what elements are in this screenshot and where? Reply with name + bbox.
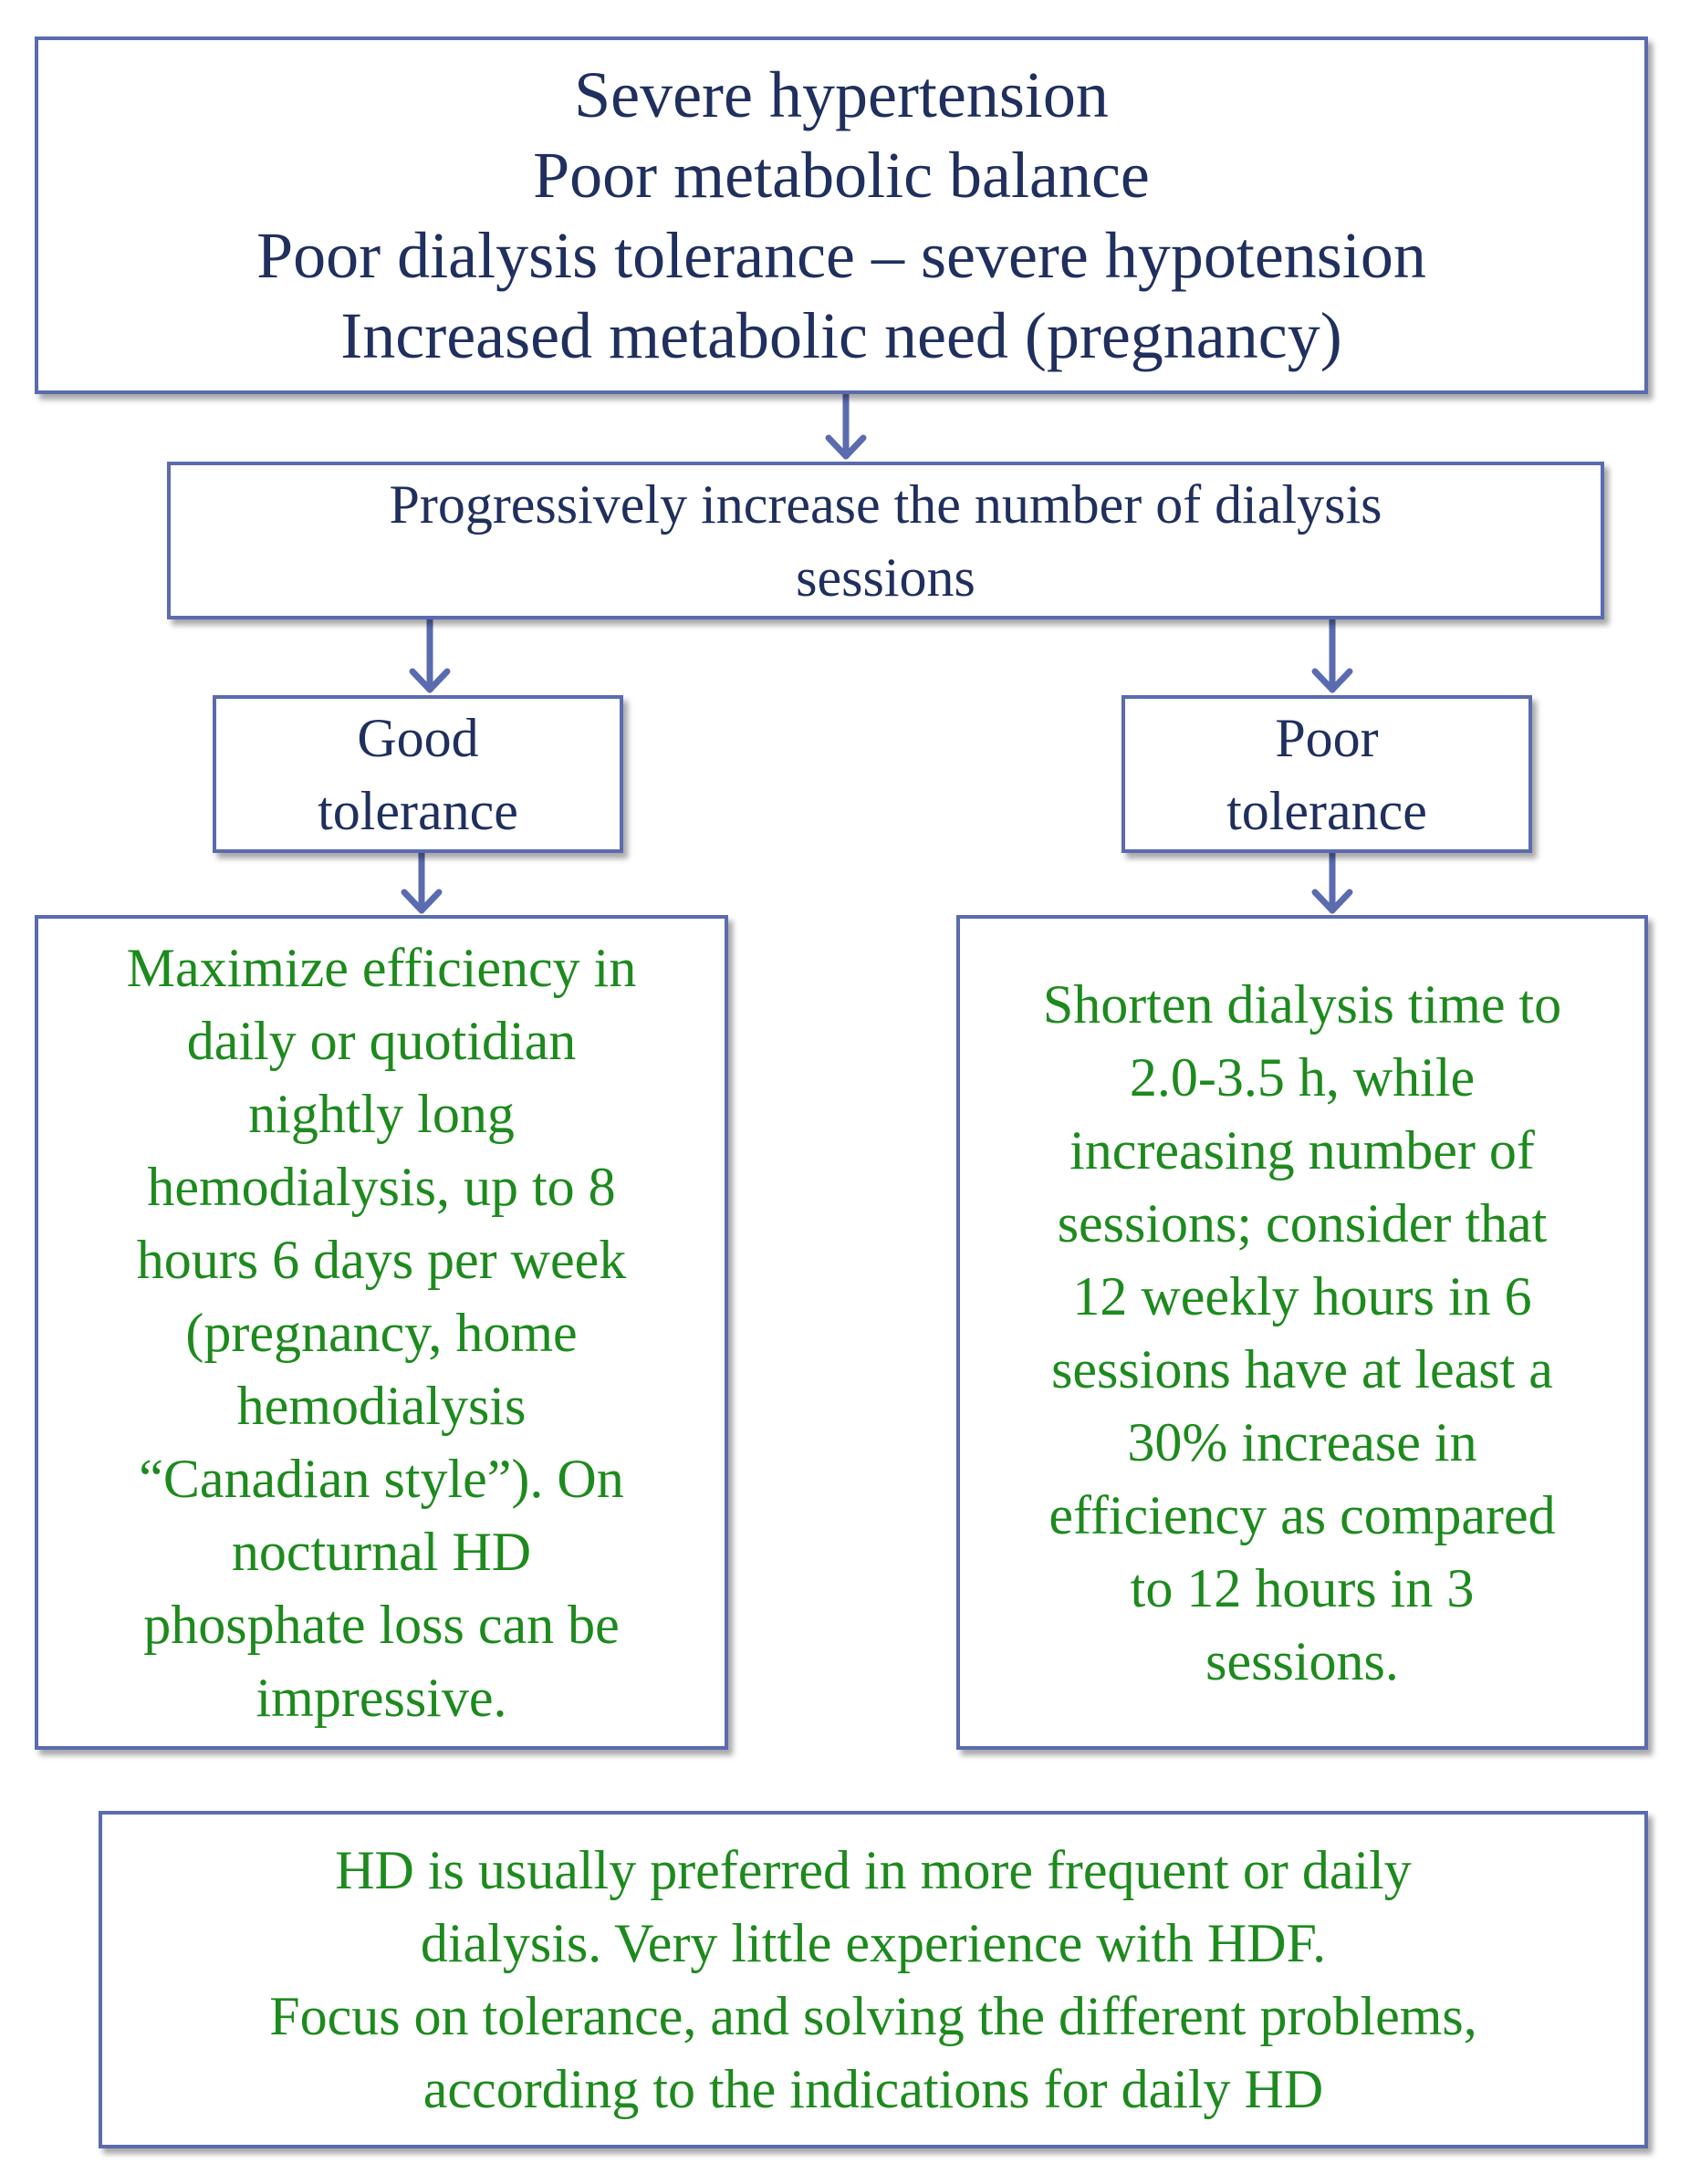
good-action-line: (pregnancy, home [185,1302,578,1363]
condition-line: Severe hypertension [574,58,1109,131]
arrow-step-to-poor [1315,619,1350,690]
good-action-line: hemodialysis [236,1375,527,1436]
poor-action-line: sessions. [1205,1630,1399,1691]
poor-tolerance-line: Poor [1275,707,1379,768]
good-tolerance-box [213,695,623,853]
poor-tolerance-action-box [956,915,1648,1750]
good-tolerance-action-box [35,915,728,1750]
good-action-line: “Canadian style”). On [139,1448,624,1509]
step-line: Progressively increase the number of dialysis [389,473,1382,535]
poor-tolerance-line: tolerance [1226,780,1427,841]
good-action-line: daily or quotidian [186,1010,577,1071]
condition-line: Poor dialysis tolerance – severe hypotension [256,219,1426,292]
summary-line: according to the indications for daily HD [422,2059,1324,2119]
condition-line: Poor metabolic balance [533,139,1150,212]
poor-action-line: sessions have at least a [1051,1338,1553,1399]
good-tolerance-line: tolerance [318,780,518,841]
poor-action-line: 30% increase in [1127,1411,1477,1472]
poor-tolerance-box [1121,695,1532,853]
summary-note-box [99,1811,1648,2148]
condition-line: Increased metabolic need (pregnancy) [340,299,1342,372]
poor-action-line: 12 weekly hours in 6 [1072,1265,1532,1326]
arrow-top-to-step [829,394,863,456]
good-action-line: nocturnal HD [231,1521,532,1582]
poor-action-line: to 12 hours in 3 [1130,1557,1475,1618]
good-action-line: hemodialysis, up to 8 [147,1156,616,1217]
step-line: sessions [796,546,975,608]
summary-line: dialysis. Very little experience with HDF. [420,1913,1327,1973]
good-action-line: phosphate loss can be [143,1594,620,1655]
arrow-poor-to-action [1315,853,1350,910]
poor-action-line: 2.0-3.5 h, while [1129,1046,1476,1108]
good-action-line: impressive. [256,1667,507,1728]
poor-action-line: sessions; consider that [1057,1192,1548,1253]
arrow-good-to-action [404,853,439,910]
good-action-line: Maximize efficiency in [126,937,637,998]
good-action-line: hours 6 days per week [136,1229,627,1290]
poor-action-line: efficiency as compared [1048,1484,1556,1545]
good-action-line: nightly long [248,1083,515,1144]
increase-sessions-box [167,462,1604,619]
arrow-step-to-good [412,619,447,690]
good-tolerance-line: Good [357,707,479,768]
conditions-box [35,36,1648,394]
poor-action-line: increasing number of [1069,1119,1535,1180]
poor-action-line: Shorten dialysis time to [1042,973,1562,1035]
summary-line: Focus on tolerance, and solving the different problems, [269,1986,1477,2046]
summary-line: HD is usually preferred in more frequent or daily [335,1840,1412,1900]
